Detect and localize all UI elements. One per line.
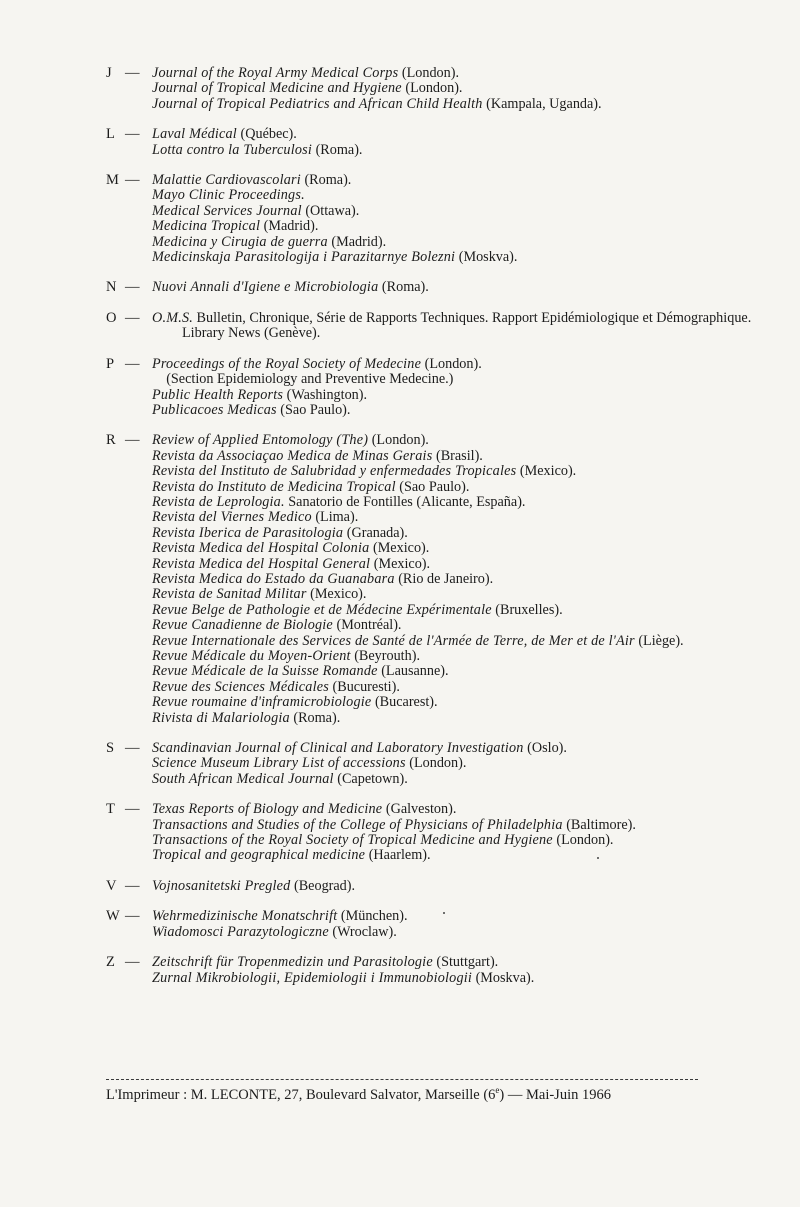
journal-title: Medicina y Cirugia de guerra [152,233,328,250]
journal-location: (Madrid). [260,218,319,235]
journal-entry [152,372,766,387]
journal-location: (Moskva). [455,249,518,266]
journal-location: (Madrid). [327,233,387,250]
entry-list [152,879,766,894]
journal-location: (Mexico). [370,555,431,572]
journal-title: Revista Iberica de Parasitologia [152,524,344,541]
imprint-line [106,1087,706,1104]
journal-title: Science Museum Library List of accessions [152,755,406,772]
section-dash: — [125,65,140,81]
journal-title: Revista da Associaçao Medica de Minas Gerais [152,447,433,464]
journal-entry [152,909,766,924]
journal-location: (Roma). [289,709,341,726]
journal-title: Revue Médicale du Moyen-Orient [152,648,351,664]
journal-entry [152,510,766,525]
journal-location: (Lima). [311,509,359,526]
journal-location: (Bucuresti). [328,678,400,695]
journal-entry [152,403,766,418]
journal-entry [152,280,766,295]
journal-location: (Mexico). [369,540,430,557]
journal-entry [152,173,766,188]
journal-entry [152,772,766,787]
journal-title: Scandinavian Journal of Clinical and Laboratory Investigation [152,740,524,757]
journal-location: (Washington). [283,386,368,403]
journal-entry [152,464,766,479]
entry-list [152,127,766,158]
entry-list [152,802,766,864]
journal-title: Wiadomosci Parazytologiczne [152,923,329,940]
journal-title: Malattie Cardiovascolari [152,172,301,189]
journal-location: (Section Epidemiology and Preventive Medecine.) [152,371,454,388]
journal-entry [152,572,766,587]
journal-location: (Granada). [343,524,408,541]
index-section [106,741,766,787]
journal-title: Revista de Sanitad Militar [152,586,307,603]
journal-entry [152,618,766,633]
journal-title: Rivista di Malariologia [152,709,290,726]
journal-title: Laval Médical [152,126,237,143]
section-letter: V [106,877,117,894]
index-section [106,311,766,342]
section-dash: — [125,954,140,971]
journal-location: (Bruxelles). [491,601,563,618]
entry-list [152,433,766,726]
journal-location: (Mexico). [516,463,577,480]
journal-entry [152,818,766,833]
journal-location: (London). [368,432,429,449]
index-section [106,280,766,295]
journal-title: Mayo Clinic Proceedings. [152,187,305,204]
entry-list [152,311,766,342]
journal-location: (Oslo). [523,740,567,757]
section-letter: Z [106,954,115,971]
journal-title: South African Medical Journal [152,770,334,787]
journal-index [106,66,766,1001]
index-section [106,127,766,158]
journal-entry [152,188,766,203]
section-dash: — [125,432,140,449]
journal-entry [152,449,766,464]
section-dash: — [125,172,140,189]
journal-title: Revista del Viernes Medico [152,509,312,526]
journal-title: Nuovi Annali d'Igiene e Microbiologia [152,279,379,296]
section-letter: S [106,740,115,757]
footer-rule [106,1079,698,1080]
index-section [106,357,766,419]
journal-entry [152,971,766,986]
journal-location: (Brasil). [432,447,483,464]
journal-entry [152,680,766,695]
index-section [106,909,766,940]
journal-entry [152,634,766,649]
entry-list [152,280,766,295]
journal-title: Journal of Tropical Pediatrics and African Child Health [152,95,483,112]
journal-title: Revista Medica del Hospital Colonia [152,540,370,557]
journal-entry [152,541,766,556]
print-speck [443,912,445,914]
section-dash: — [125,355,140,372]
journal-location: (Roma). [378,279,429,296]
journal-title: Journal of Tropical Medicine and Hygiene [152,80,402,97]
journal-location: (Baltimore). [562,816,636,833]
journal-location: (Kampala, Uganda). [482,95,602,112]
journal-location: (London). [401,80,463,97]
journal-entry [152,756,766,771]
journal-title: Journal of the Royal Army Medical Corps [152,65,399,81]
journal-location: (Roma). [312,141,363,158]
journal-title: Zurnal Mikrobiologii, Epidemiologii i Immunobiologii [152,969,473,986]
section-dash: — [125,309,140,326]
journal-location: (Beyrouth). [350,648,420,664]
journal-title: Wehrmedizinische Monatschrift [152,908,338,925]
journal-entry [152,357,766,372]
journal-title: Revue des Sciences Médicales [152,678,329,695]
journal-title: Texas Reports of Biology and Medicine [152,801,383,818]
print-speck [597,857,599,859]
section-dash: — [125,801,140,818]
journal-title: Medical Services Journal [152,202,302,219]
index-section [106,879,766,894]
journal-location: (Rio de Janeiro). [394,570,494,587]
journal-entry [152,81,766,96]
journal-entry [152,97,766,112]
journal-title: Revista del Instituto de Salubridad y enfermedades Tropicales [152,463,517,480]
journal-location: Sanatorio de Fontilles (Alicante, España). [284,493,526,510]
imprint-text: L'Imprimeur : M. LECONTE, 27, Boulevard Salvator, Marseille (6 [106,1087,496,1103]
journal-title: Revista Medica del Hospital General [152,555,371,572]
journal-location: (Stuttgart). [432,954,499,971]
journal-entry [152,557,766,572]
index-section [106,173,766,265]
journal-title: Tropical and geographical medicine [152,847,366,864]
section-dash: — [125,908,140,925]
section-letter: R [106,432,116,449]
index-section [106,802,766,864]
section-letter: J [106,65,112,81]
journal-location: (Ottawa). [301,202,360,219]
journal-title: Public Health Reports [152,386,284,403]
journal-location: (Lausanne). [377,663,449,680]
journal-entry [152,250,766,265]
journal-location: (Sao Paulo). [395,478,470,495]
journal-location: (Bucarest). [371,694,438,711]
journal-entry [152,603,766,618]
journal-entry [152,311,766,342]
journal-location: (Mexico). [306,586,367,603]
journal-location: (Haarlem). [365,847,431,864]
section-dash: — [125,279,140,296]
journal-title: Medicina Tropical [152,218,261,235]
journal-entry [152,526,766,541]
journal-title: Revista de Leprologia. [152,493,285,510]
journal-location: (Capetown). [333,770,408,787]
journal-title: O.M.S. [152,309,193,326]
journal-location: (Roma). [300,172,352,189]
journal-entry [152,388,766,403]
section-letter: W [106,908,120,925]
journal-location: (London). [405,755,467,772]
section-dash: — [125,740,140,757]
section-letter: T [106,801,115,818]
journal-title: Proceedings of the Royal Society of Medecine [152,355,422,372]
journal-entry [152,848,766,863]
entry-list [152,909,766,940]
index-section [106,433,766,726]
journal-entry [152,219,766,234]
entry-list [152,357,766,419]
journal-entry [152,587,766,602]
section-letter: O [106,309,117,326]
journal-location: (London). [398,65,460,81]
journal-title: Review of Applied Entomology (The) [152,432,369,449]
journal-entry [152,204,766,219]
journal-location: (Galveston). [382,801,457,818]
index-section [106,955,766,986]
journal-title: Medicinskaja Parasitologija i Parazitarnye Bolezni [152,249,456,266]
journal-title: Revue Canadienne de Biologie [152,617,333,634]
entry-list [152,741,766,787]
journal-entry [152,802,766,817]
journal-title: Revue Internationale des Services de Santé de l'Armée de Terre, de Mer et de l'Air [152,632,635,649]
journal-title: Zeitschrift für Tropenmedizin und Parasitologie [152,954,433,971]
section-dash: — [125,126,140,143]
journal-entry [152,495,766,510]
journal-entry [152,741,766,756]
journal-title: Publicacoes Medicas [152,401,277,418]
journal-location: (London). [421,355,482,372]
journal-entry [152,480,766,495]
journal-location: (Québec). [236,126,297,143]
imprint-superscript: e [495,1085,500,1096]
journal-entry [152,235,766,250]
journal-location: (München). [337,908,408,925]
journal-location: (Beograd). [290,877,356,894]
journal-title: Vojnosanitetski Pregled [152,877,291,894]
journal-location: (Liège). [634,632,684,649]
section-letter: P [106,355,115,372]
entry-list [152,173,766,265]
journal-entry [152,433,766,448]
journal-entry [152,127,766,142]
journal-title: Revue Médicale de la Suisse Romande [152,663,378,680]
journal-entry [152,695,766,710]
journal-location: (Moskva). [472,969,535,986]
journal-location: (Wroclaw). [328,923,397,940]
journal-title: Revue Belge de Pathologie et de Médecine Expérimentale [152,601,492,618]
journal-title: Transactions of the Royal Society of Tropical Medicine and Hygiene [152,832,553,849]
journal-entry [152,955,766,970]
entry-list [152,66,766,112]
journal-location: (Montréal). [332,617,402,634]
journal-title: Revue roumaine d'inframicrobiologie [152,694,372,711]
index-section [106,66,766,112]
journal-location: (London). [552,832,614,849]
journal-title: Revista Medica do Estado da Guanabara [152,570,395,587]
journal-title: Lotta contro la Tuberculosi [152,141,313,158]
journal-entry [152,879,766,894]
journal-entry [152,833,766,848]
journal-entry [152,143,766,158]
journal-entry [152,649,766,664]
journal-location: Bulletin, Chronique, Série de Rapports Techniques. Rapport Epidémiologique et Démographique. Library News (Genève). [182,309,752,342]
section-letter: M [106,172,119,189]
journal-entry [152,664,766,679]
entry-list [152,955,766,986]
journal-location: (Sao Paulo). [276,401,351,418]
journal-entry [152,925,766,940]
journal-title: Revista do Instituto de Medicina Tropical [152,478,396,495]
section-letter: L [106,126,115,143]
imprint-date: ) — Mai-Juin 1966 [499,1087,611,1103]
journal-entry [152,66,766,81]
journal-title: Transactions and Studies of the College of Physicians of Philadelphia [152,816,563,833]
section-letter: N [106,279,117,296]
section-dash: — [125,877,140,894]
journal-entry [152,711,766,726]
